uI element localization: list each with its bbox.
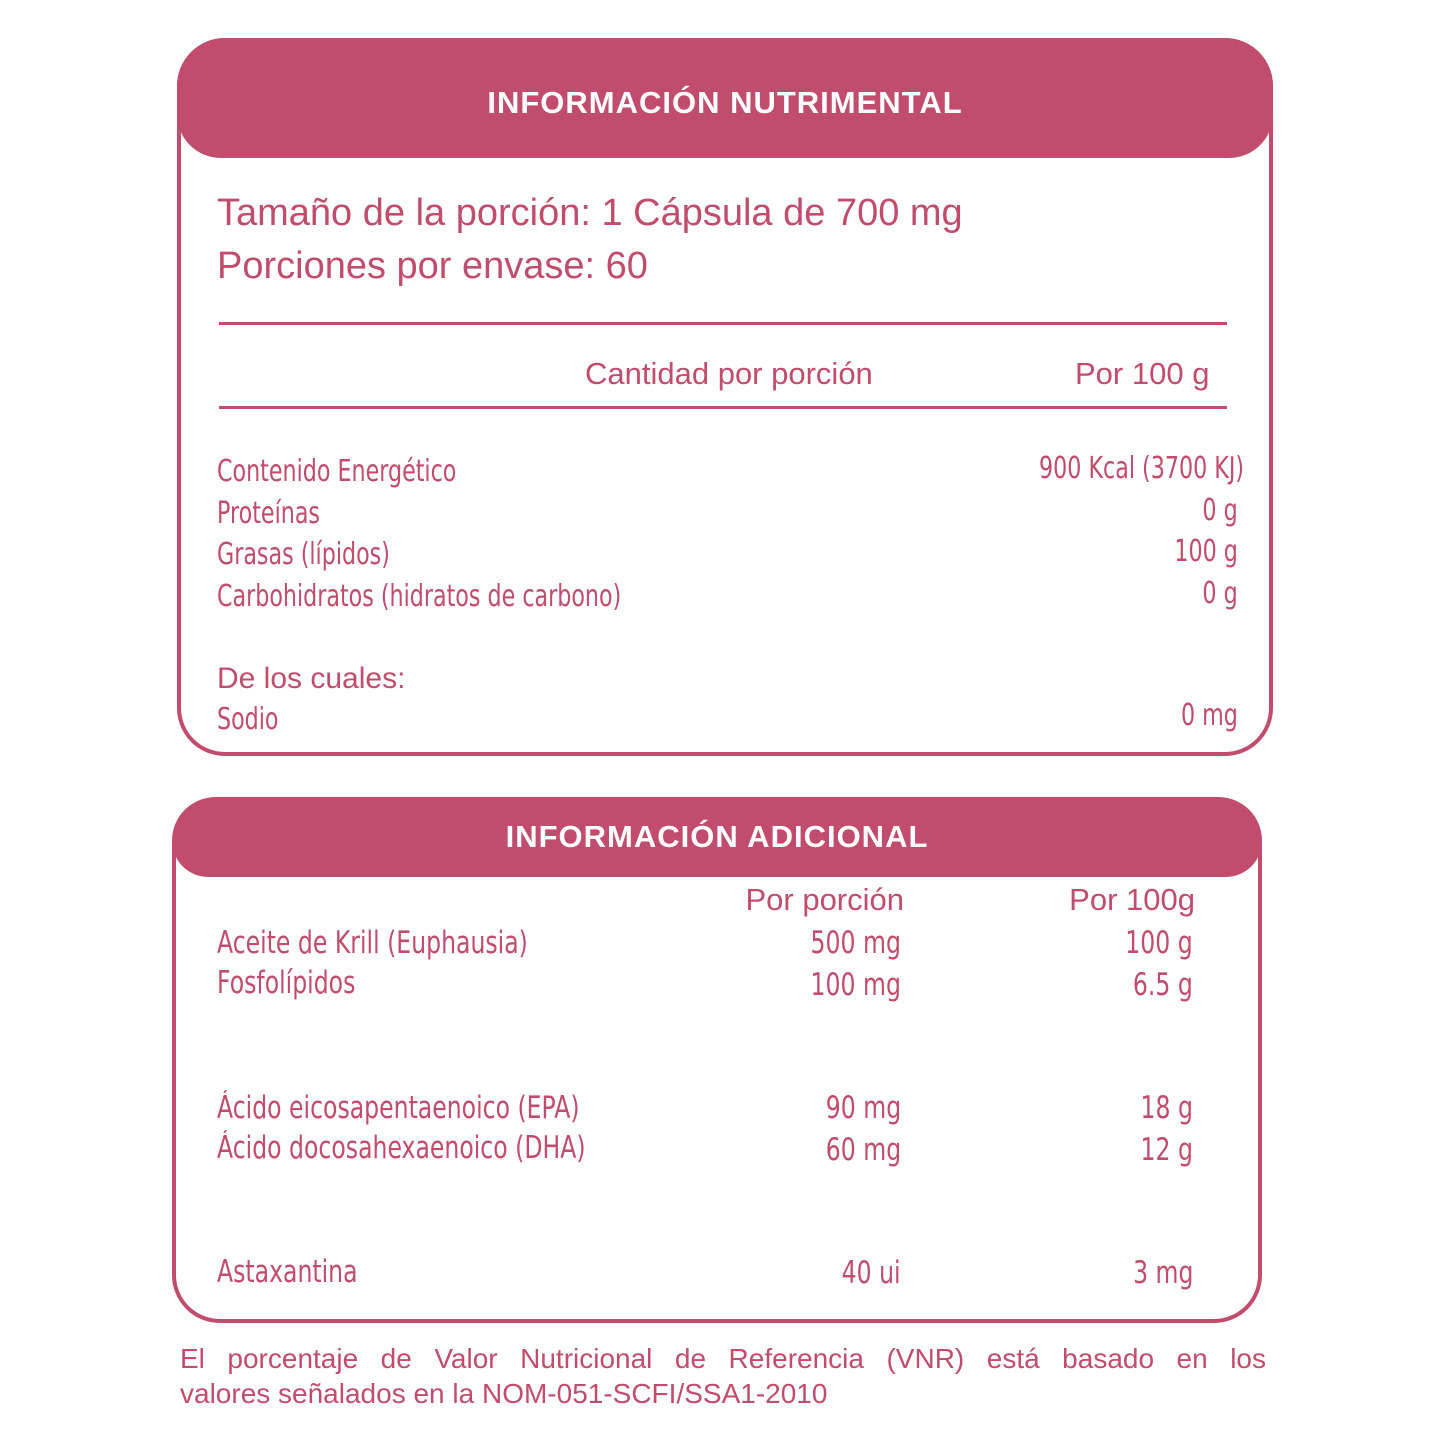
ingredient-label: Astaxantina bbox=[217, 1254, 358, 1290]
ingredient-label: Aceite de Krill (Euphausia) bbox=[217, 925, 528, 961]
ingredient-per-serving: 60 mg bbox=[825, 1132, 901, 1168]
of-which-label: De los cuales: bbox=[217, 662, 406, 695]
additional-info-title: INFORMACIÓN ADICIONAL bbox=[505, 819, 929, 854]
nutrition-facts-header bbox=[177, 38, 1273, 158]
ingredient-label: Fosfolípidos bbox=[217, 965, 356, 1001]
footnote-line-1: El porcentaje de Valor Nutricional de Referencia (VNR) está basado en los bbox=[180, 1343, 1266, 1374]
nutrient-value: 0 g bbox=[1202, 493, 1238, 528]
servings-per-container: Porciones por envase: 60 bbox=[217, 245, 648, 287]
additional-info-header bbox=[172, 797, 1262, 877]
nutrition-facts-title: INFORMACIÓN NUTRIMENTAL bbox=[487, 85, 963, 120]
nutrient-label: Contenido Energético bbox=[217, 454, 457, 489]
ingredient-per-100g: 12 g bbox=[1140, 1132, 1193, 1168]
additional-info-panel bbox=[172, 797, 1262, 1323]
nutrient-value: 100 g bbox=[1174, 534, 1238, 569]
serving-size: Tamaño de la porción: 1 Cápsula de 700 mg bbox=[217, 192, 963, 234]
ingredient-per-serving: 40 ui bbox=[842, 1255, 901, 1291]
ingredient-label: Ácido docosahexaenoico (DHA) bbox=[217, 1130, 586, 1166]
nutrient-value: 0 g bbox=[1202, 576, 1238, 611]
column-header-per-100g: Por 100 g bbox=[1075, 356, 1210, 391]
ingredient-per-serving: 500 mg bbox=[810, 925, 901, 961]
column-header-per-100g: Por 100g bbox=[1069, 882, 1195, 917]
nutrient-label: Grasas (lípidos) bbox=[217, 537, 390, 572]
ingredient-per-100g: 6.5 g bbox=[1133, 967, 1193, 1003]
divider-bottom bbox=[219, 406, 1227, 409]
column-header-per-serving: Por porción bbox=[745, 882, 904, 917]
nutrient-value: 900 Kcal (3700 KJ) bbox=[1038, 451, 1244, 486]
ingredient-per-serving: 90 mg bbox=[825, 1090, 901, 1126]
ingredient-per-100g: 18 g bbox=[1140, 1090, 1193, 1126]
nutrition-facts-panel bbox=[177, 38, 1273, 756]
ingredient-label: Ácido eicosapentaenoico (EPA) bbox=[217, 1090, 580, 1126]
sodium-label: Sodio bbox=[217, 702, 279, 737]
ingredient-per-100g: 100 g bbox=[1125, 925, 1193, 961]
ingredient-per-100g: 3 mg bbox=[1132, 1255, 1193, 1291]
nutrient-label: Carbohidratos (hidratos de carbono) bbox=[217, 579, 622, 614]
divider-top bbox=[219, 322, 1227, 325]
nutrient-label: Proteínas bbox=[217, 496, 320, 531]
footnote-line-2: valores señalados en la NOM-051-SCFI/SSA1-2010 bbox=[180, 1378, 828, 1409]
column-header-per-serving: Cantidad por porción bbox=[585, 356, 873, 391]
ingredient-per-serving: 100 mg bbox=[810, 967, 901, 1003]
sodium-value: 0 mg bbox=[1181, 698, 1238, 733]
